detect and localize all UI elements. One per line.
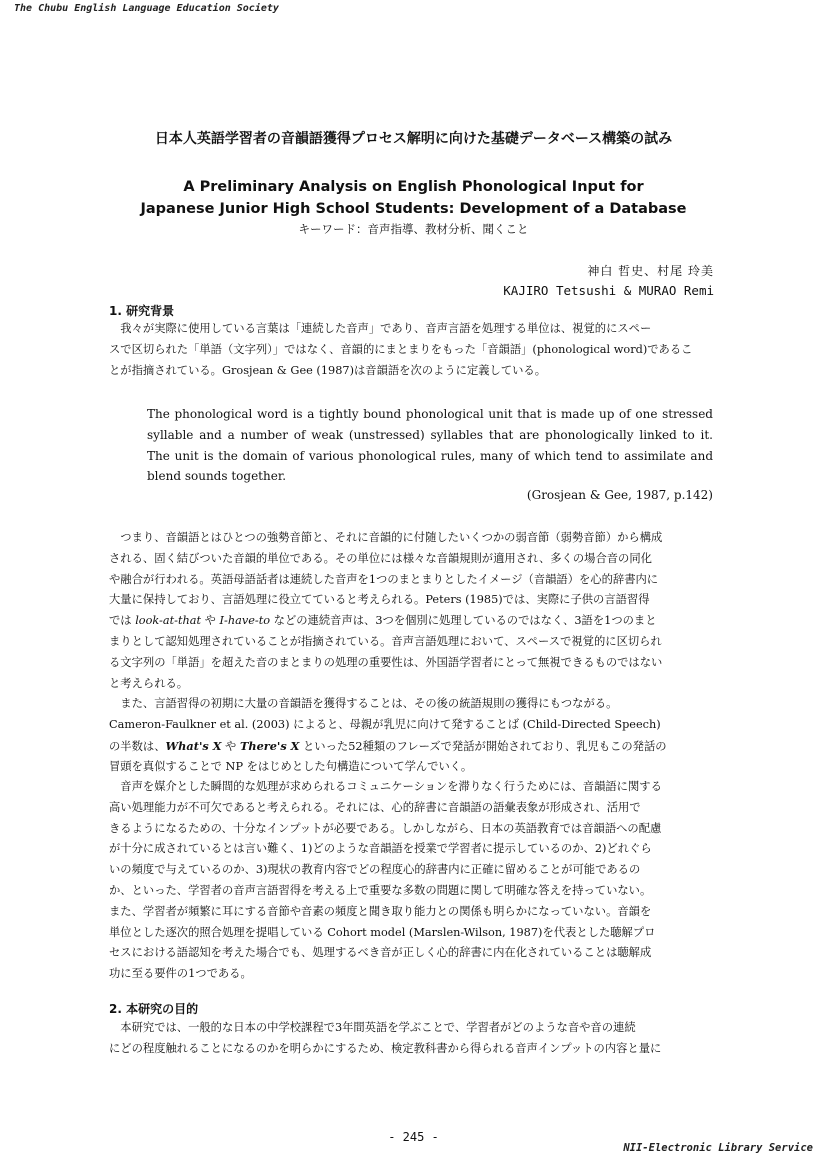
text-line: いの頻度で与えているのか、3)現状の教育内容でどの程度心的辞書内に正確に留めることが可能であるの — [109, 863, 641, 877]
text-fragment: や — [201, 614, 220, 628]
keywords: キーワード：音声指導、教材分析、聞くこと — [298, 222, 529, 236]
intro-paragraph — [109, 319, 713, 381]
paragraph-2 — [109, 528, 713, 694]
text-line: される、固く結びついた音韻的単位である。その単位には様々な音韻規則が適用され、多くの場合音の同化 — [109, 551, 652, 565]
text-line: 高い処理能力が不可欠であると考えられる。それには、心的辞書に音韻語の語彙表象が形成され、活用で — [109, 800, 641, 814]
text-line: とが指摘されている。Grosjean & Gee (1987)は音韻語を次のように定義している。 — [109, 363, 547, 377]
japanese-title: 日本人英語学習者の音韻語獲得プロセス解明に向けた基礎データベース構築の試み — [154, 131, 673, 147]
text-line: 大量に保持しており、言語処理に役立てていると考えられる。Peters (1985)では、実際に子供の言語習得 — [109, 593, 650, 607]
text-fragment: といった52種類のフレーズで発話が開始されており、乳児もこの発話の — [299, 739, 667, 753]
example-phrase: There's X — [239, 738, 300, 753]
block-quote: The phonological word is a tightly bound phonological unit that is made up of one stressed syllable and a number of weak (unstressed) syllables that are phonologically linked to it. The unit is the domain of various phonological rules, many of which tend to assimilate and blend sounds together. — [147, 407, 713, 484]
society-header: The Chubu English Language Education Society — [14, 3, 279, 14]
example-phrase: What's X — [165, 738, 222, 753]
text-line-with-examples — [109, 736, 713, 758]
text-line: 本研究では、一般的な日本の中学校課程で3年間英語を学ぶことで、学習者がどのような音や音の連続 — [109, 1021, 636, 1034]
text-line: や融合が行われる。英語母語話者は連続した音声を1つのまとまりとしたイメージ（音韻語）を心的辞書内に — [109, 572, 659, 586]
english-title-line-1: A Preliminary Analysis on English Phonological Input for — [183, 179, 644, 195]
text-line: 冒頭を真似することで NP をはじめとした句構造について学んでいく。 — [109, 760, 473, 774]
text-line: 音声を媒介とした瞬間的な処理が求められるコミュニケーションを滞りなく行うためには、音韻語に関する — [109, 780, 662, 793]
example-phrase: look-at-that — [135, 614, 202, 628]
section-2-paragraph — [109, 1018, 713, 1060]
text-line: と考えられる。 — [109, 676, 189, 690]
text-line: が十分に成されているとは言い難く、1)どのような音韻語を授業で学習者に提示しているのか、2)どれぐら — [109, 842, 652, 856]
text-line: か、といった、学習者の音声言語習得を考える上で重要な多数の問題に関して明確な答えを持っていない。 — [109, 883, 652, 897]
library-service-footer: NII-Electronic Library Service — [623, 1142, 813, 1154]
paragraph-4 — [109, 777, 713, 985]
text-line: Cameron-Faulkner et al. (2003) によると、母親が乳児に向けて発することば (Child-Directed Speech) — [109, 717, 661, 731]
text-line: にどの程度触れることになるのかを明らかにするため、検定教科書から得られる音声インプットの内容と量に — [109, 1041, 662, 1055]
text-line: 功に至る要件の1つである。 — [109, 967, 252, 981]
example-phrase: I-have-to — [219, 614, 271, 628]
text-line: 我々が実際に使用している言葉は「連続した音声」であり、音声言語を処理する単位は、視覚的にスペー — [109, 322, 652, 335]
text-line: スで区切られた「単語（文字列）」ではなく、音韻的にまとまりをもった「音韻語」(phonological word)であるこ — [109, 342, 693, 356]
english-title-line-2: Japanese Junior High School Students: Development of a Database — [140, 201, 687, 217]
text-line: まりとして認知処理されていることが指摘されている。音声言語処理において、スペースで視覚的に区切られ — [109, 634, 662, 648]
text-fragment: では — [109, 614, 136, 628]
text-line-with-examples — [109, 611, 713, 632]
text-line: きるようになるための、十分なインプットが必要である。しかしながら、日本の英語教育では音韻語への配慮 — [109, 821, 662, 835]
text-line: る文字列の「単語」を超えた音のまとまりの処理の重要性は、外国語学習者にとって無視できるものではない — [109, 655, 663, 669]
text-line: また、言語習得の初期に大量の音韻語を獲得することは、その後の統語規則の獲得にもつながる。 — [109, 697, 618, 710]
text-line: つまり、音韻語とはひとつの強勢音節と、それに音韻的に付随したいくつかの弱音節（弱勢音節）から構成 — [109, 531, 663, 544]
paragraph-3 — [109, 694, 713, 778]
section-2-heading: 2. 本研究の目的 — [109, 1002, 199, 1016]
text-line: セスにおける語認知を考えた場合でも、処理するべき音が正しく心的辞書に内在化されていることは聴解成 — [109, 946, 652, 960]
authors-english: KAJIRO Tetsushi & MURAO Remi — [503, 283, 714, 298]
text-line: 単位とした逐次的照合処理を提唱している Cohort model (Marslen-Wilson, 1987)を代表とした聴解プロ — [109, 925, 656, 939]
section-1-heading: 1. 研究背景 — [109, 304, 175, 318]
authors-japanese: 神白 哲史、村尾 玲美 — [587, 264, 714, 278]
text-fragment: などの連続音声は、3つを個別に処理しているのではなく、3語を1つのまと — [270, 614, 657, 628]
text-fragment: や — [221, 739, 240, 753]
text-fragment: の半数は、 — [109, 739, 166, 753]
page-number: - 245 - — [388, 1130, 439, 1144]
quote-citation: (Grosjean & Gee, 1987, p.142) — [526, 488, 713, 502]
text-line: また、学習者が頻繁に耳にする音節や音素の頻度と聞き取り能力との関係も明らかになっていない。音韻を — [109, 904, 652, 918]
